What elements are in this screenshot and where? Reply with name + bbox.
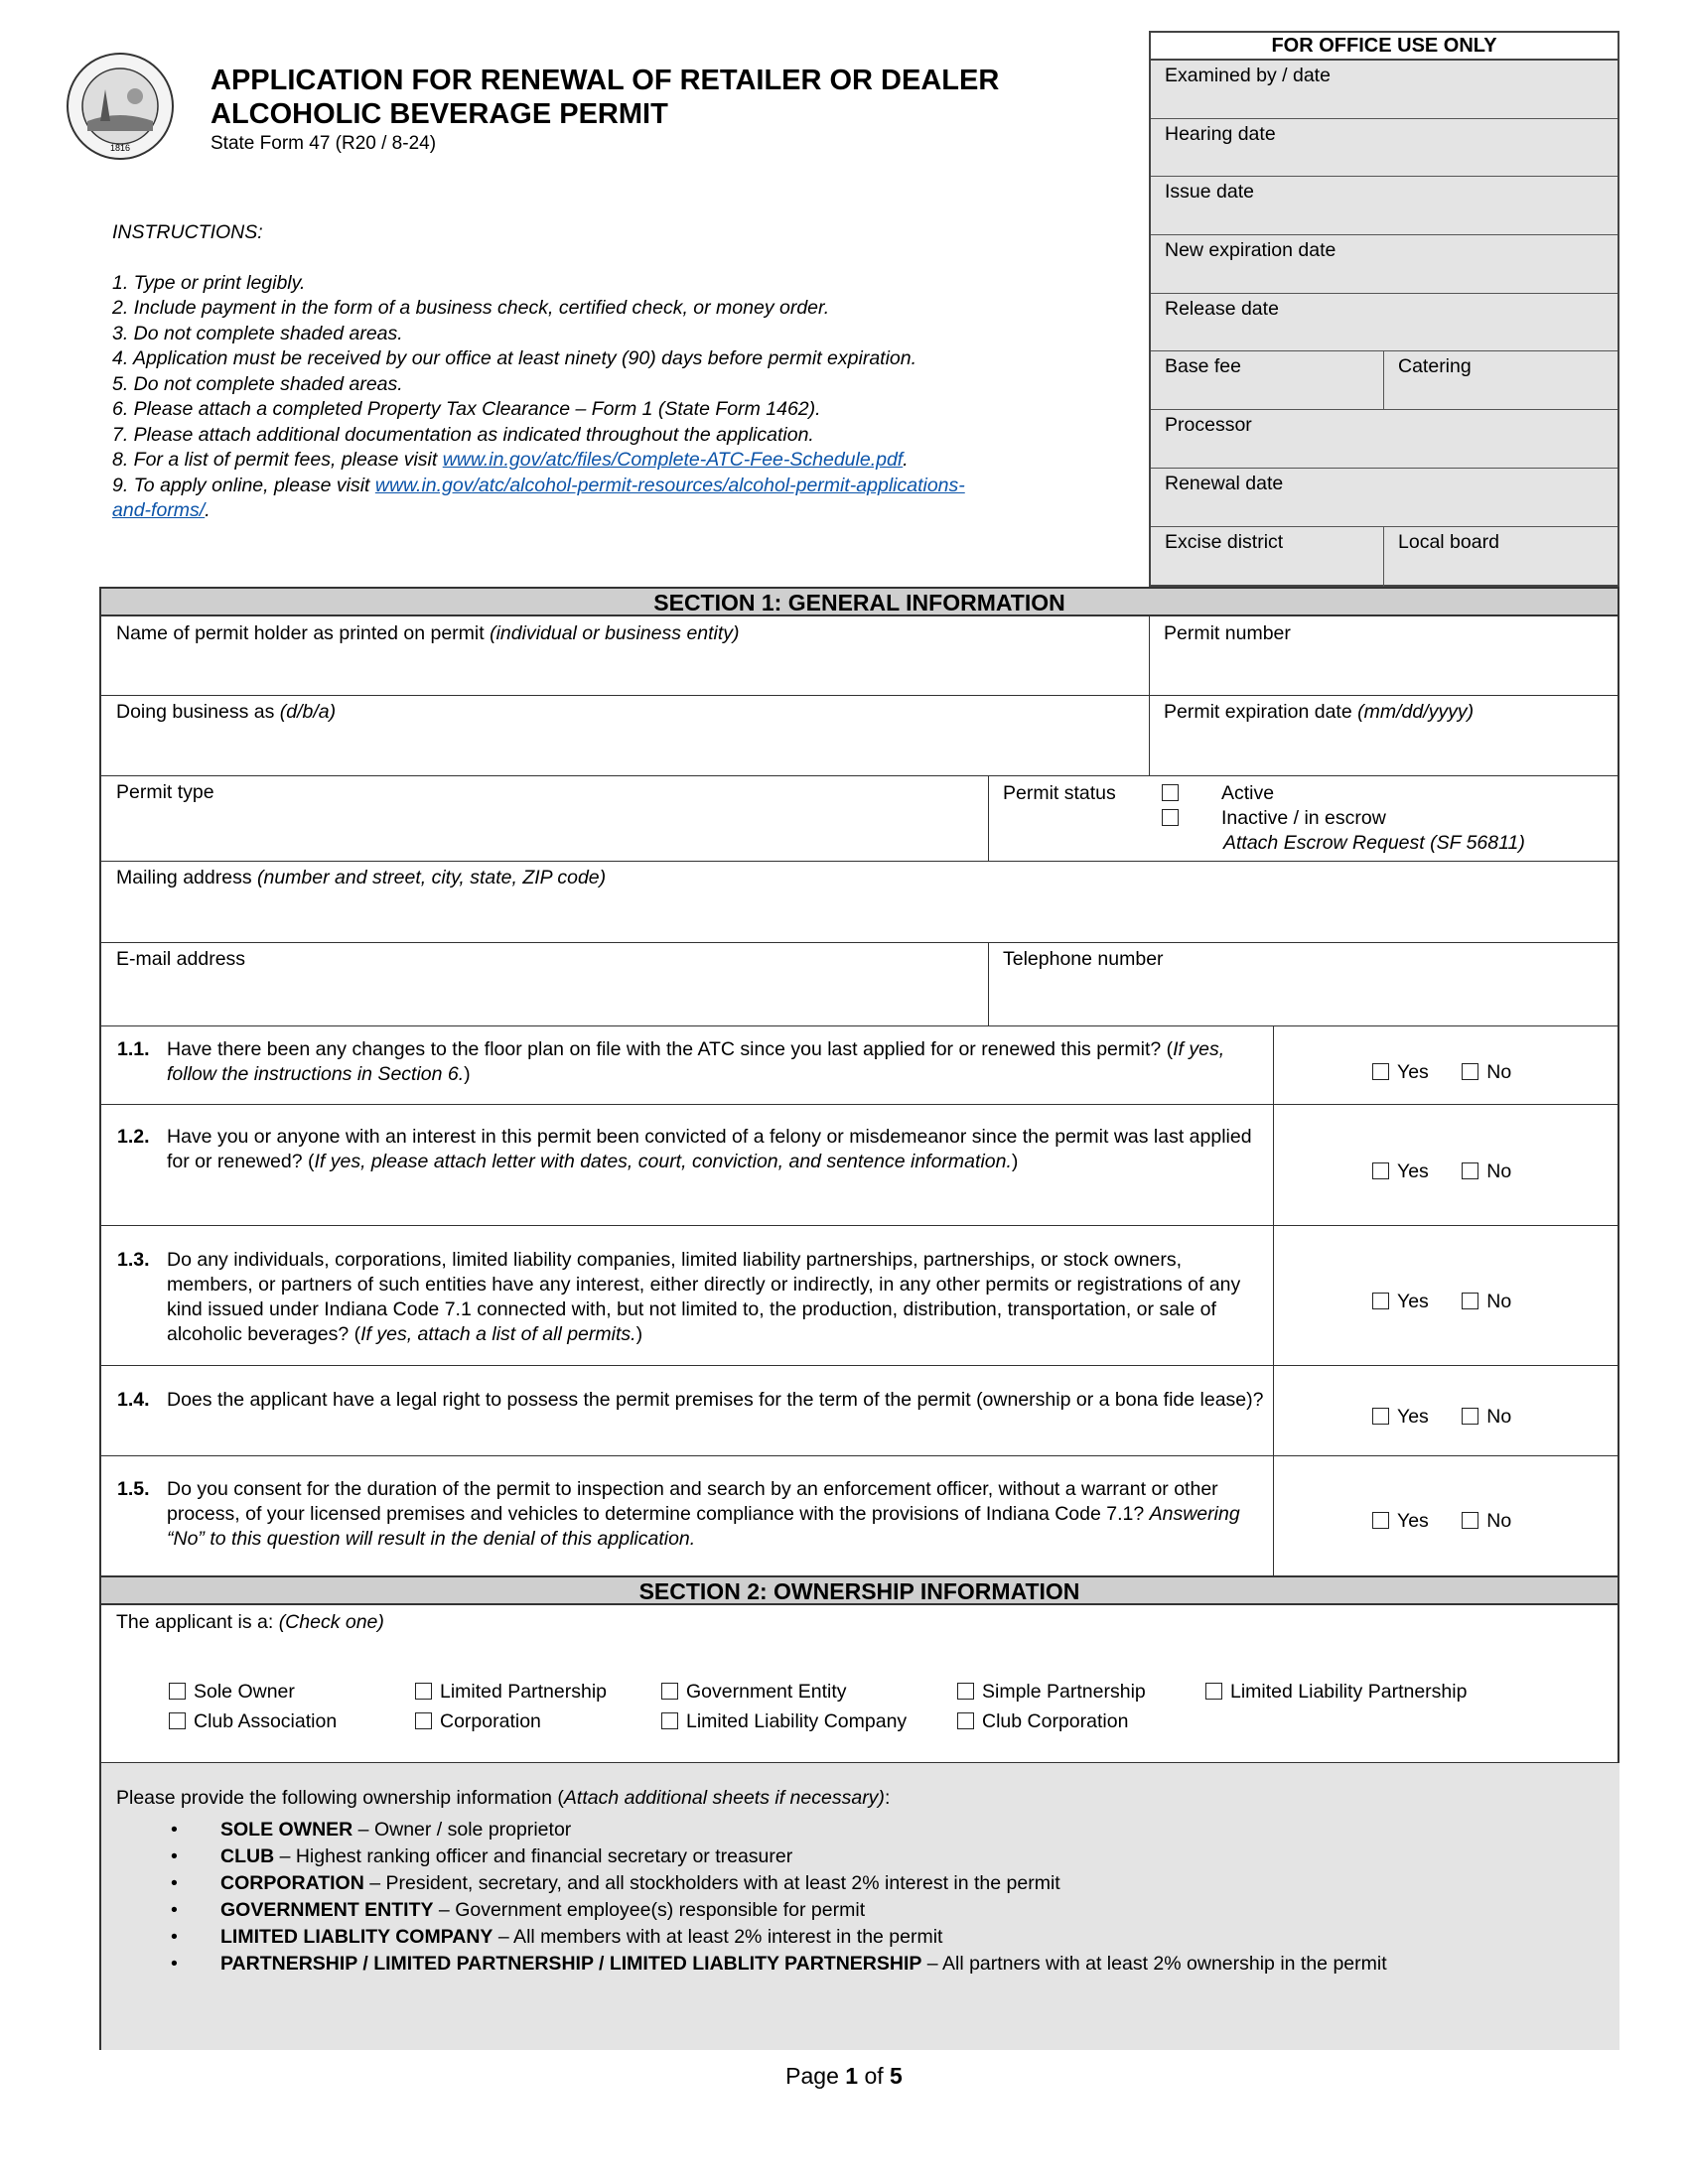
mailing-label: Mailing address [116, 867, 257, 888]
title-line-1: APPLICATION FOR RENEWAL OF RETAILER OR DEALER [211, 65, 1000, 96]
sole-owner-checkbox[interactable] [169, 1683, 186, 1700]
permit-status-options [1147, 775, 1619, 862]
question-text: Have there been any changes to the floor plan on file with the ATC since you last applied for or renewed this permit? ( [167, 1038, 1174, 1060]
new-expiration-field: New expiration date [1165, 239, 1336, 262]
hearing-date-field: Hearing date [1165, 122, 1276, 145]
local-board-field: Local board [1383, 527, 1618, 593]
bullet-term: GOVERNMENT ENTITY [220, 1899, 434, 1921]
page-of: of [858, 2063, 891, 2089]
status-active-checkbox[interactable] [1162, 784, 1179, 801]
examined-field: Examined by / date [1165, 65, 1331, 86]
question-1-4 [101, 1388, 1273, 1413]
provide-label: Please provide the following ownership information ( [116, 1787, 564, 1809]
owner-simple-partnership[interactable] [957, 1681, 1146, 1704]
dba-label: Doing business as [116, 701, 280, 723]
club-corporation-checkbox[interactable] [957, 1712, 974, 1729]
online-application-link[interactable]: www.in.gov/atc/alcohol-permit-resources/alcohol-permit-applications- [374, 474, 965, 496]
bullet-term: PARTNERSHIP / LIMITED PARTNERSHIP / LIMITED LIABLITY PARTNERSHIP [220, 1953, 922, 1975]
bullet-item [171, 1817, 1387, 1843]
instruction-item: 4. Application must be received by our office at least ninety (90) days before permit expiration. [112, 347, 917, 369]
no-label: No [1486, 1061, 1512, 1083]
base-fee-field: Base fee [1165, 355, 1241, 378]
owner-llp[interactable] [1205, 1681, 1467, 1704]
question-number: 1.2. [117, 1126, 150, 1148]
instruction-item: 3. Do not complete shaded areas. [112, 322, 403, 344]
escrow-note: Attach Escrow Request (SF 56811) [1223, 832, 1525, 854]
instruction-item: 5. Do not complete shaded areas. [112, 372, 403, 395]
no-label: No [1486, 1291, 1512, 1312]
owner-corporation[interactable] [415, 1710, 541, 1733]
renewal-date-field: Renewal date [1165, 472, 1284, 494]
mailing-hint: (number and street, city, state, ZIP code) [256, 867, 607, 888]
owner-type-label: Corporation [440, 1710, 541, 1732]
state-seal [66, 52, 175, 161]
q1-3-yes-checkbox[interactable] [1372, 1293, 1389, 1309]
instructions [112, 220, 1105, 524]
owner-club-corporation[interactable] [957, 1710, 1128, 1733]
q1-4-no-checkbox[interactable] [1462, 1408, 1478, 1425]
government-entity-checkbox[interactable] [661, 1683, 678, 1700]
bullet-desc: – All members with at least 2% interest in the permit [492, 1926, 943, 1948]
form-title [211, 64, 999, 131]
q1-1-yes-checkbox[interactable] [1372, 1063, 1389, 1080]
question-1-1-answers [1372, 1061, 1511, 1084]
expiration-label: Permit expiration date [1164, 701, 1358, 723]
owner-type-label: Sole Owner [194, 1681, 295, 1703]
status-inactive-label: Inactive / in escrow [1221, 807, 1386, 829]
instruction-item: 2. Include payment in the form of a business check, certified check, or money order. [112, 297, 830, 319]
q1-5-no-checkbox[interactable] [1462, 1512, 1478, 1529]
club-association-checkbox[interactable] [169, 1712, 186, 1729]
simple-partnership-checkbox[interactable] [957, 1683, 974, 1700]
dba-field[interactable] [101, 695, 1149, 774]
seal-icon [66, 52, 175, 161]
permit-type-label: Permit type [116, 781, 214, 803]
question-1-5-answers [1372, 1510, 1511, 1533]
question-hint: Answering “No” to this question will result in the denial of this application. [167, 1503, 1240, 1550]
question-text: Do you consent for the duration of the permit to inspection and search by an enforcement officer, without a warrant or other process, of your licensed premises and vehicles to determine compliance with the provisions of Indiana Code 7.1? [167, 1478, 1218, 1525]
question-number: 1.4. [117, 1389, 150, 1411]
instruction-8-end: . [903, 449, 909, 471]
title-line-2: ALCOHOLIC BEVERAGE PERMIT [211, 98, 668, 130]
bullet-term: SOLE OWNER [220, 1819, 353, 1841]
owner-type-label: Simple Partnership [982, 1681, 1146, 1703]
bullet-desc: – Owner / sole proprietor [352, 1819, 572, 1841]
instruction-9-end: . [205, 499, 211, 521]
email-label: E-mail address [116, 948, 246, 970]
yes-label: Yes [1397, 1406, 1429, 1428]
owner-llc[interactable] [661, 1710, 907, 1733]
question-1-5 [101, 1477, 1273, 1552]
owner-limited-partnership[interactable] [415, 1681, 607, 1704]
bullet-item [171, 1843, 1387, 1870]
question-end: ) [1011, 1151, 1019, 1172]
bullet-term: CLUB [220, 1845, 275, 1867]
telephone-field[interactable] [988, 942, 1619, 1025]
question-1-4-answers [1372, 1406, 1511, 1429]
question-number: 1.3. [117, 1249, 150, 1271]
ownership-bullets [171, 1817, 1387, 1978]
bullet-desc: – All partners with at least 2% ownership in the permit [921, 1953, 1387, 1975]
question-1-2-answers [1372, 1160, 1511, 1183]
page-number: 1 [845, 2063, 859, 2089]
q1-2-no-checkbox[interactable] [1462, 1162, 1478, 1179]
question-hint: If yes, attach a list of all permits. [360, 1323, 636, 1345]
bullet-item [171, 1870, 1387, 1897]
permit-type-field[interactable] [101, 775, 988, 861]
yes-label: Yes [1397, 1510, 1429, 1532]
question-text: Do any individuals, corporations, limited liability companies, limited liability partnerships, partnerships, or stock owners, members, or partners of such entities have any interest, either directly or indirectly, in any other permits or registrations of any kind issued under Indiana Code 7.1 connected with, but not limited to, the production, distribution, transportation, or sale of alcoholic beverages? ( [167, 1249, 1241, 1345]
yes-label: Yes [1397, 1291, 1429, 1312]
section-1-heading: SECTION 1: GENERAL INFORMATION [99, 587, 1619, 616]
bullet-desc: – Highest ranking officer and financial secretary or treasurer [274, 1845, 793, 1867]
question-hint: If yes, please attach letter with dates, court, conviction, and sentence information. [314, 1151, 1012, 1172]
provide-hint: Attach additional sheets if necessary) [563, 1787, 885, 1809]
permit-number-field[interactable] [1149, 616, 1619, 696]
catering-field: Catering [1383, 351, 1618, 409]
dba-hint: (d/b/a) [279, 701, 337, 723]
bullet-desc: – President, secretary, and all stockholders with at least 2% interest in the permit [363, 1872, 1060, 1894]
expiration-hint: (mm/dd/yyyy) [1357, 701, 1475, 723]
llc-checkbox[interactable] [661, 1712, 678, 1729]
issue-date-field: Issue date [1165, 181, 1254, 204]
corporation-checkbox[interactable] [415, 1712, 432, 1729]
limited-partnership-checkbox[interactable] [415, 1683, 432, 1700]
email-field[interactable] [101, 942, 988, 1025]
office-use-heading: FOR OFFICE USE ONLY [1151, 33, 1618, 61]
owner-type-label: Limited Liability Partnership [1230, 1681, 1468, 1703]
page-total: 5 [890, 2063, 903, 2089]
yes-label: Yes [1397, 1061, 1429, 1083]
mailing-address-field[interactable] [101, 861, 1619, 942]
instruction-item-9 [112, 474, 1105, 524]
question-1-2 [101, 1125, 1273, 1174]
no-label: No [1486, 1160, 1512, 1182]
instruction-9-text: 9. To apply online, please visit [112, 474, 375, 496]
owner-type-label: Government Entity [686, 1681, 847, 1703]
question-end: ) [464, 1063, 471, 1085]
owner-type-label: Club Corporation [982, 1710, 1129, 1732]
bullet-term: CORPORATION [220, 1872, 364, 1894]
form-frame [99, 587, 1619, 2050]
provide-end: : [884, 1787, 891, 1809]
permit-expiration-field[interactable] [1149, 695, 1619, 774]
status-inactive-checkbox[interactable] [1162, 809, 1179, 826]
form-number: State Form 47 (R20 / 8-24) [211, 133, 437, 154]
release-date-field: Release date [1165, 297, 1279, 320]
permit-holder-label: Name of permit holder as printed on permit [116, 622, 491, 644]
question-end: ) [635, 1323, 643, 1345]
permit-holder-hint: (individual or business entity) [490, 622, 740, 644]
no-label: No [1486, 1406, 1512, 1428]
bullet-item [171, 1924, 1387, 1951]
permit-number-label: Permit number [1164, 622, 1291, 644]
ownership-instructions [116, 1787, 890, 1810]
instructions-heading: INSTRUCTIONS: [112, 221, 263, 243]
question-number: 1.1. [117, 1038, 150, 1060]
bullet-desc: – Government employee(s) responsible for permit [433, 1899, 866, 1921]
instruction-item: 1. Type or print legibly. [112, 271, 306, 294]
status-active-label: Active [1221, 782, 1275, 804]
bullet-item [171, 1897, 1387, 1924]
yes-label: Yes [1397, 1160, 1429, 1182]
question-text: Does the applicant have a legal right to possess the permit premises for the term of the permit (ownership or a bona fide lease)? [167, 1389, 1264, 1411]
office-use-box [1149, 31, 1619, 587]
question-number: 1.5. [117, 1478, 150, 1500]
bullet-term: LIMITED LIABLITY COMPANY [220, 1926, 493, 1948]
processor-field: Processor [1165, 414, 1252, 437]
q1-3-no-checkbox[interactable] [1462, 1293, 1478, 1309]
bullet-item [171, 1951, 1387, 1978]
q1-4-yes-checkbox[interactable] [1372, 1408, 1389, 1425]
applicant-type-label [101, 1605, 1619, 1640]
owner-type-label: Limited Liability Company [686, 1710, 908, 1732]
permit-status-label: Permit status [1003, 782, 1116, 804]
q1-1-no-checkbox[interactable] [1462, 1063, 1478, 1080]
instruction-item: 6. Please attach a completed Property Tax Clearance – Form 1 (State Form 1462). [112, 398, 821, 420]
online-application-link-cont[interactable]: and-forms/ [112, 499, 206, 521]
telephone-label: Telephone number [1003, 948, 1164, 970]
q1-2-yes-checkbox[interactable] [1372, 1162, 1389, 1179]
applicant-hint: (Check one) [278, 1611, 384, 1633]
no-label: No [1486, 1510, 1512, 1532]
seal-year: 1816 [109, 143, 131, 153]
instruction-8-text: 8. For a list of permit fees, please visit [112, 449, 443, 471]
question-text: Have you or anyone with an interest in this permit been convicted of a felony or misdemeanor since the permit was last applied for or renewed? ( [167, 1126, 1252, 1172]
instruction-item-8 [112, 448, 1105, 474]
page-footer [0, 2063, 1688, 2090]
owner-sole-owner[interactable] [169, 1681, 295, 1704]
owner-club-association[interactable] [169, 1710, 337, 1733]
question-hint: If yes, follow the instructions in Section 6. [167, 1038, 1225, 1085]
excise-district-field: Excise district [1165, 530, 1284, 553]
owner-government-entity[interactable] [661, 1681, 846, 1704]
applicant-label: The applicant is a: [116, 1611, 279, 1633]
question-1-1 [101, 1037, 1273, 1087]
ownership-info-panel [101, 1762, 1619, 2050]
permit-holder-field[interactable] [101, 616, 1149, 696]
instruction-item: 7. Please attach additional documentation as indicated throughout the application. [112, 423, 814, 446]
llp-checkbox[interactable] [1205, 1683, 1222, 1700]
question-1-3-answers [1372, 1291, 1511, 1313]
owner-type-label: Limited Partnership [440, 1681, 607, 1703]
q1-5-yes-checkbox[interactable] [1372, 1512, 1389, 1529]
section-2-heading: SECTION 2: OWNERSHIP INFORMATION [99, 1575, 1619, 1605]
fee-schedule-link[interactable]: www.in.gov/atc/files/Complete-ATC-Fee-Schedule.pdf [442, 449, 904, 471]
question-1-3 [101, 1248, 1273, 1347]
page-prefix: Page [785, 2063, 846, 2089]
owner-type-label: Club Association [194, 1710, 338, 1732]
